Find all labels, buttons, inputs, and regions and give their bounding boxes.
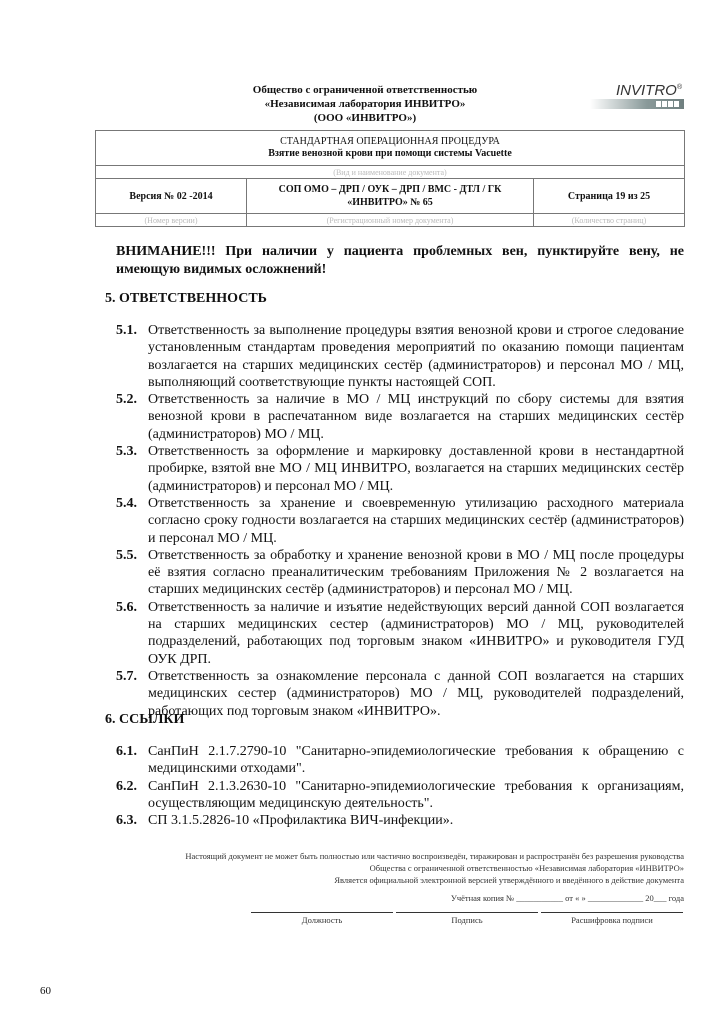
item-number: 5.4. xyxy=(116,495,137,511)
signature-name: Расшифровка подписи xyxy=(541,912,683,925)
item-number: 5.2. xyxy=(116,392,137,408)
item-number: 6.1. xyxy=(116,744,137,759)
section5-list xyxy=(116,322,684,720)
copy-number: Учётная копия № ___________ от « » _____________ 20___ года xyxy=(450,893,684,903)
list-item xyxy=(116,547,684,599)
document-subtitle: Взятие венозной крови при помощи системы Vacuette xyxy=(268,148,512,159)
list-item xyxy=(116,668,684,720)
item-number: 5.5. xyxy=(116,547,137,563)
list-item xyxy=(116,778,684,813)
list-item xyxy=(116,322,684,391)
item-number: 5.7. xyxy=(116,668,137,684)
registration-number xyxy=(247,179,534,214)
warning-text: ВНИМАНИЕ!!! При наличии у пациента проблемных вен, пунктируйте вену, не имеющую видимых осложнений! xyxy=(116,244,684,277)
page-number: 60 xyxy=(40,985,51,997)
item-text: Ответственность за ознакомление персонала с данной СОП возлагается на старших медицинских сестер (администраторов) МО / МЦ, руководителей подразделений, работающих под торговым знаком «ИНВИТРО». xyxy=(148,668,684,719)
item-text: Ответственность за выполнение процедуры взятия венозной крови и строгое следование установленным стандартам проведения мероприятий по оказанию помощи пациентам возлагается на старших медицинских сестёр (администраторов) и персонал МО / МЦ, выполняющий соответствующие пункты настоящей СОП. xyxy=(148,323,684,390)
footer-notice xyxy=(84,850,684,886)
item-number: 5.6. xyxy=(116,599,137,615)
reg-line: СОП ОМО – ДРП / ОУК – ДРП / ВМС - ДТЛ / ГК xyxy=(278,184,502,195)
list-item xyxy=(116,443,684,495)
document-header-table xyxy=(95,130,685,227)
list-item xyxy=(116,599,684,668)
item-text: Ответственность за обработку и хранение венозной крови в МО / МЦ после процедуры её взятия согласно преаналитическим требованиям Приложения № 2 возлагается на старших медицинских сестёр (администраторов) и персонал МО / МЦ. xyxy=(148,547,684,598)
reg-line: «ИНВИТРО» № 65 xyxy=(347,197,433,208)
doc-caption: (Вид и наименование документа) xyxy=(96,166,685,179)
document-title-cell xyxy=(96,131,685,166)
organization-name xyxy=(180,83,550,125)
item-text: Ответственность за наличие в МО / МЦ инструкций по сбору системы для взятия венозной крови в распечатанном виде возлагается на старших медицинских сестёр (администраторов) МО / МЦ. xyxy=(148,392,684,442)
org-line: Общество с ограниченной ответственностью xyxy=(252,84,478,96)
page-count: Страница 19 из 25 xyxy=(534,179,685,214)
section-heading: 5. ОТВЕТСТВЕННОСТЬ xyxy=(105,291,267,306)
version: Версия № 02 -2014 xyxy=(96,179,247,214)
item-text: Ответственность за хранение и своевременную утилизацию расходного материала согласно сроку годности возлагается на старших медицинских сестёр (администраторов) и персонал МО / МЦ. xyxy=(148,495,684,546)
version-caption: (Номер версии) xyxy=(96,214,247,227)
item-number: 5.3. xyxy=(116,444,137,460)
item-text: СП 3.1.5.2826-10 «Профилактика ВИЧ-инфекции». xyxy=(148,813,454,829)
document-title: СТАНДАРТНАЯ ОПЕРАЦИОННАЯ ПРОЦЕДУРА xyxy=(280,136,500,147)
signature-sign: Подпись xyxy=(396,912,538,925)
item-text: Ответственность за наличие и изъятие недействующих версий данной СОП возлагается на старших медицинских сестер (администраторов) МО / МЦ, руководителей подразделений, работающих под торговым знаком «ИНВИТРО» и руководителя ГУД ОУК ДРП. xyxy=(148,599,684,667)
list-item xyxy=(116,743,684,778)
signature-position: Должность xyxy=(251,912,393,925)
item-text: Ответственность за оформление и маркировку доставленной крови в нестандартной пробирке, взятой вне МО / МЦ ИНВИТРО, возлагается на старших медицинских сестёр (администраторов) и персонал МО / МЦ. xyxy=(148,444,684,494)
invitro-logo: INVITRO® xyxy=(590,84,684,110)
item-number: 6.3. xyxy=(116,813,137,829)
item-text: СанПиН 2.1.3.2630-10 "Санитарно-эпидемиологические требования к организациям, осуществляющим медицинскую деятельность". xyxy=(148,778,684,811)
footer-line: Общества с ограниченной ответственностью «Независимая лаборатория «ИНВИТРО» xyxy=(369,863,684,873)
reg-caption: (Регистрационный номер документа) xyxy=(247,214,534,227)
list-item xyxy=(116,495,684,547)
org-line: «Независимая лаборатория ИНВИТРО» xyxy=(264,98,466,110)
item-number: 6.2. xyxy=(116,778,137,794)
item-number: 5.1. xyxy=(116,323,137,338)
list-item xyxy=(116,391,684,443)
footer-line: Настоящий документ не может быть полностью или частично воспроизведён, тиражирован и распространён без разрешения руководства xyxy=(185,851,684,861)
list-item xyxy=(116,812,684,829)
footer-line: Является официальной электронной версией утверждённого и введённого в действие документа xyxy=(334,875,684,885)
pages-caption: (Количество страниц) xyxy=(534,214,685,227)
section-heading: 6. ССЫЛКИ xyxy=(105,712,185,727)
section6-list xyxy=(116,743,684,829)
org-line: (ООО «ИНВИТРО») xyxy=(313,112,417,124)
item-text: СанПиН 2.1.7.2790-10 "Санитарно-эпидемиологические требования к обращению с медицинскими отходами". xyxy=(148,744,684,777)
